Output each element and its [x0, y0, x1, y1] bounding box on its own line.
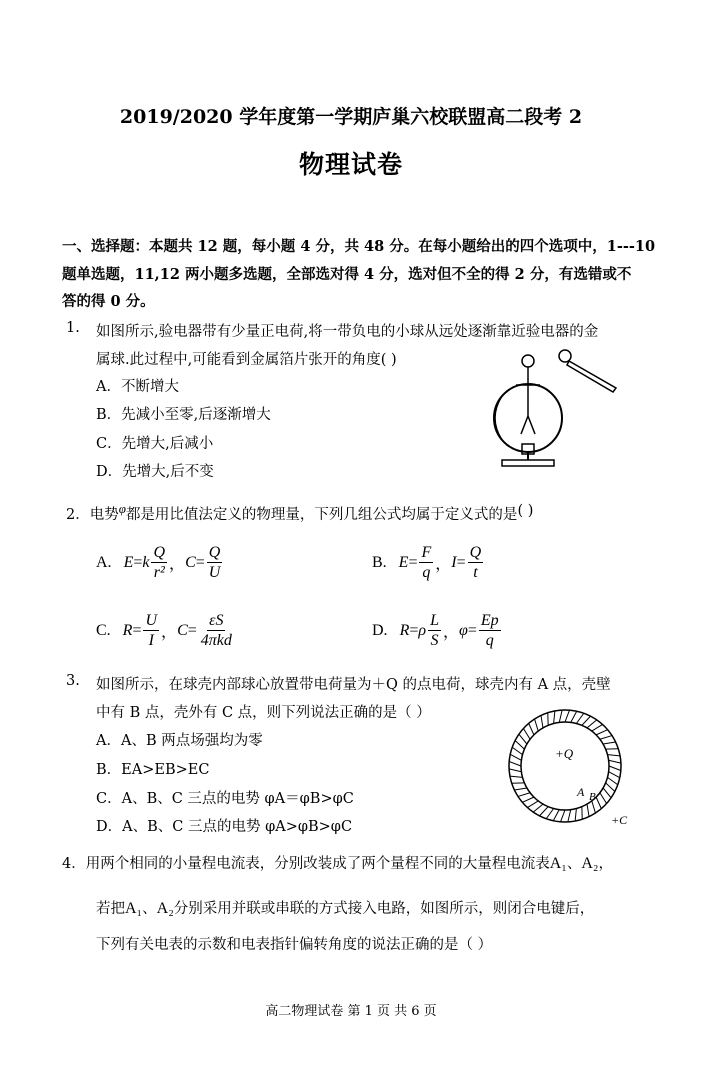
- shell-hatch-line: [533, 804, 543, 812]
- q2-c-frac2: [199, 611, 234, 650]
- q2-d-phi: φ: [458, 621, 468, 639]
- q2-b-eq1: =: [408, 553, 418, 571]
- shell-hatch-line: [554, 711, 555, 724]
- q2-c-c: C: [177, 621, 188, 639]
- q2-c-frac1-num: U: [145, 612, 158, 629]
- shell-label-a: A: [577, 785, 585, 799]
- shell-hatch-line: [603, 788, 611, 798]
- shell-hatch-line: [600, 736, 612, 740]
- shell-label-q: +Q: [555, 746, 574, 761]
- q2-c-frac2-num: εS: [209, 612, 224, 629]
- q2-prefix: 2．电势: [66, 506, 119, 523]
- q1-option-c: C．先增大,后减小: [96, 436, 214, 452]
- q4-line2-dun: 、: [142, 901, 157, 917]
- q2-c-r: R: [122, 621, 133, 639]
- q2-d-frac2-num: Ep: [480, 612, 499, 629]
- q4-text-line3: 下列有关电表的示数和电表指针偏转角度的说法正确的是（ ）: [96, 937, 493, 953]
- shell-hatch-line: [509, 769, 521, 772]
- shell-hatch-line: [553, 810, 559, 821]
- q2-b-eq2: =: [456, 553, 466, 571]
- shell-hatch-line: [527, 801, 538, 808]
- q2-a-c: C: [185, 553, 196, 571]
- q2-a-k: k: [142, 553, 150, 571]
- shell-hatch-line: [529, 723, 534, 735]
- q2-c-frac1-den: I: [148, 632, 154, 649]
- q2-a-frac2-den: U: [208, 564, 221, 581]
- shell-hatch-line: [510, 776, 523, 777]
- q4-comma: ，: [598, 856, 614, 872]
- q2-d-eq1: =: [409, 621, 419, 639]
- shell-hatch-line: [603, 742, 615, 744]
- q4-text-line2: [96, 897, 594, 918]
- q4-ammeter-a2: A₂: [581, 855, 599, 872]
- page-footer: 高二物理试卷 第 1 页 共 6 页: [265, 1004, 437, 1019]
- shell-hatch-line: [522, 797, 534, 802]
- shell-hatch-line: [559, 710, 562, 722]
- q2-a-label: A.: [96, 553, 112, 571]
- q1-option-a: A．不断增大: [96, 379, 179, 395]
- shell-hatch-line: [592, 724, 603, 731]
- q2-b-frac1: [419, 543, 433, 582]
- shell-hatch-line: [587, 720, 597, 728]
- q3-option-a: A．A、B 两点场强均为零: [96, 733, 263, 749]
- q2-d-frac2: [479, 611, 501, 650]
- shell-hatch-line: [576, 713, 583, 723]
- shell-hatch-line: [565, 710, 569, 722]
- shell-label-b: B: [589, 791, 596, 803]
- shell-hatch-line: [608, 755, 621, 756]
- q2-d-frac1-num: L: [430, 612, 439, 629]
- shell-hatch-line: [510, 754, 521, 760]
- q2-d-r: R: [399, 621, 410, 639]
- q2-b-frac1-num: F: [421, 544, 432, 561]
- q4-dun: 、: [566, 856, 582, 872]
- shell-hatch-line: [609, 760, 621, 763]
- q2-b-i: I: [451, 553, 457, 571]
- shell-hatch-line: [514, 788, 526, 790]
- q4-line2-post: 分别采用并联或串联的方式接入电路，如图所示，则闭合电键后，: [173, 901, 595, 917]
- q2-c-frac2-den: 4πkd: [200, 632, 232, 649]
- q2-suffix: 都是用比值法定义的物理量，下列几组公式均属于定义式的是: [125, 506, 518, 523]
- q2-b-sep: ，: [435, 556, 452, 573]
- q1-text-line2: 属球.此过程中,可能看到金属箔片张开的角度( ): [96, 352, 397, 368]
- q1-number: 1.: [66, 320, 80, 336]
- q4-line2-pre: 若把: [96, 901, 125, 917]
- q2-phi-symbol: φ: [118, 501, 126, 516]
- shell-hatch-line: [535, 719, 539, 731]
- shell-hatch-line: [596, 797, 601, 809]
- q4-text-line1: [62, 852, 613, 873]
- q4-line1-text: 4．用两个相同的小量程电流表，分别改装成了两个量程不同的大量程电流表: [62, 856, 550, 872]
- q3-option-d: D．A、B、C 三点的电势 φA>φB>φC: [96, 819, 353, 835]
- shell-hatch-line: [600, 793, 607, 804]
- q2-d-eq2: =: [467, 621, 477, 639]
- shell-hatch-line: [541, 715, 543, 727]
- shell-hatch-line: [512, 747, 522, 754]
- q2-a-frac1-num: Q: [153, 544, 166, 561]
- q2-a-frac2: [207, 543, 223, 582]
- q3-text-line1: 如图所示，在球壳内部球心放置带电荷量为＋Q 的点电荷，球壳内有 A 点，壳壁: [96, 677, 611, 693]
- q2-b-frac2: [468, 543, 484, 582]
- q2-d-frac1-den: S: [430, 632, 439, 649]
- q1-option-b: B．先减小至零,后逐渐增大: [96, 407, 271, 423]
- q3-option-c: C．A、B、C 三点的电势 φA＝φB>φC: [96, 791, 354, 807]
- section-instructions-line2: 题单选题，11,12 两小题多选题，全部选对得 4 分，选对但不全的得 2 分，有选错或不: [62, 266, 632, 283]
- electroscope-figure: [488, 338, 628, 473]
- shell-hatch-line: [519, 734, 527, 744]
- q2-d-frac1: [428, 611, 441, 650]
- q2-option-c: [96, 611, 236, 650]
- shell-hatch-line: [523, 728, 530, 739]
- shell-hatch-line: [515, 741, 524, 750]
- shell-hatch-line: [546, 809, 553, 819]
- q2-answer-paren: ( ): [517, 502, 534, 519]
- q2-b-e: E: [398, 553, 409, 571]
- q2-b-label: B.: [372, 553, 387, 571]
- shell-hatch-line: [571, 711, 577, 722]
- exam-subtitle: 物理试卷: [298, 150, 403, 179]
- q2-a-e: E: [123, 553, 134, 571]
- exam-title: 2019/2020 学年度第一学期庐巢六校联盟高二段考 2: [119, 106, 583, 128]
- q2-stem: [66, 501, 533, 524]
- q2-a-eq2: =: [195, 553, 205, 571]
- q2-d-sep: ，: [442, 624, 459, 641]
- q2-c-label: C.: [96, 621, 111, 639]
- shell-hatch-line: [608, 777, 618, 784]
- q4-line2-a2: A₂: [156, 900, 174, 917]
- section-instructions-line3: 答的得 0 分。: [62, 293, 155, 310]
- q4-ammeter-a1: A₁: [549, 855, 567, 872]
- shell-hatch-line: [609, 766, 621, 770]
- q2-a-frac2-num: Q: [208, 544, 221, 561]
- shell-label-c: +C: [611, 813, 628, 827]
- q2-option-b: [372, 543, 485, 582]
- shell-hatch-line: [540, 807, 549, 816]
- q2-a-frac1-den: r²: [153, 564, 165, 581]
- q1-option-d: D．先增大,后不变: [96, 464, 214, 480]
- q2-c-eq1: =: [132, 621, 142, 639]
- q2-c-sep: ，: [161, 624, 178, 641]
- q2-b-frac2-num: Q: [469, 544, 482, 561]
- shell-hatch-line: [606, 783, 615, 792]
- shell-hatch-line: [609, 772, 620, 778]
- q2-b-frac2-den: t: [473, 564, 478, 581]
- q2-c-frac1: [143, 611, 159, 650]
- q2-option-d: [372, 611, 503, 650]
- q3-number: 3.: [66, 673, 80, 689]
- spherical-shell-figure: [505, 706, 637, 834]
- shell-hatch-line: [596, 730, 608, 735]
- shell-hatch-line: [587, 804, 589, 816]
- q4-line2-a1: A₁: [125, 900, 143, 917]
- shell-hatch-line: [575, 809, 576, 822]
- q3-option-b: B．EA>EB>EC: [96, 762, 210, 778]
- q2-c-eq2: =: [187, 621, 197, 639]
- q2-a-eq1: =: [133, 553, 143, 571]
- q3-text-line2: 中有 B 点，壳外有 C 点，则下列说法正确的是（ ）: [96, 705, 431, 721]
- q2-d-rho: ρ: [418, 621, 427, 639]
- q2-a-sep: ，: [169, 556, 186, 573]
- section-instructions-line1: 一、选择题：本题共 12 题，每小题 4 分，共 48 分。在每小题给出的四个选项中，1---10: [62, 238, 656, 255]
- q1-text-line1: 如图所示,验电器带有少量正电荷,将一带负电的小球从远处逐渐靠近验电器的金: [96, 324, 599, 340]
- q2-d-label: D.: [372, 621, 388, 639]
- q2-a-frac1: [151, 543, 167, 582]
- q2-option-a: [96, 543, 224, 582]
- q2-d-frac2-den: q: [485, 632, 494, 649]
- shell-hatch-line: [561, 810, 565, 822]
- shell-hatch-line: [568, 810, 571, 822]
- q2-b-frac1-den: q: [422, 564, 431, 581]
- shell-hatch-line: [518, 793, 530, 797]
- shell-hatch-line: [582, 716, 591, 725]
- shell-hatch-line: [509, 762, 521, 766]
